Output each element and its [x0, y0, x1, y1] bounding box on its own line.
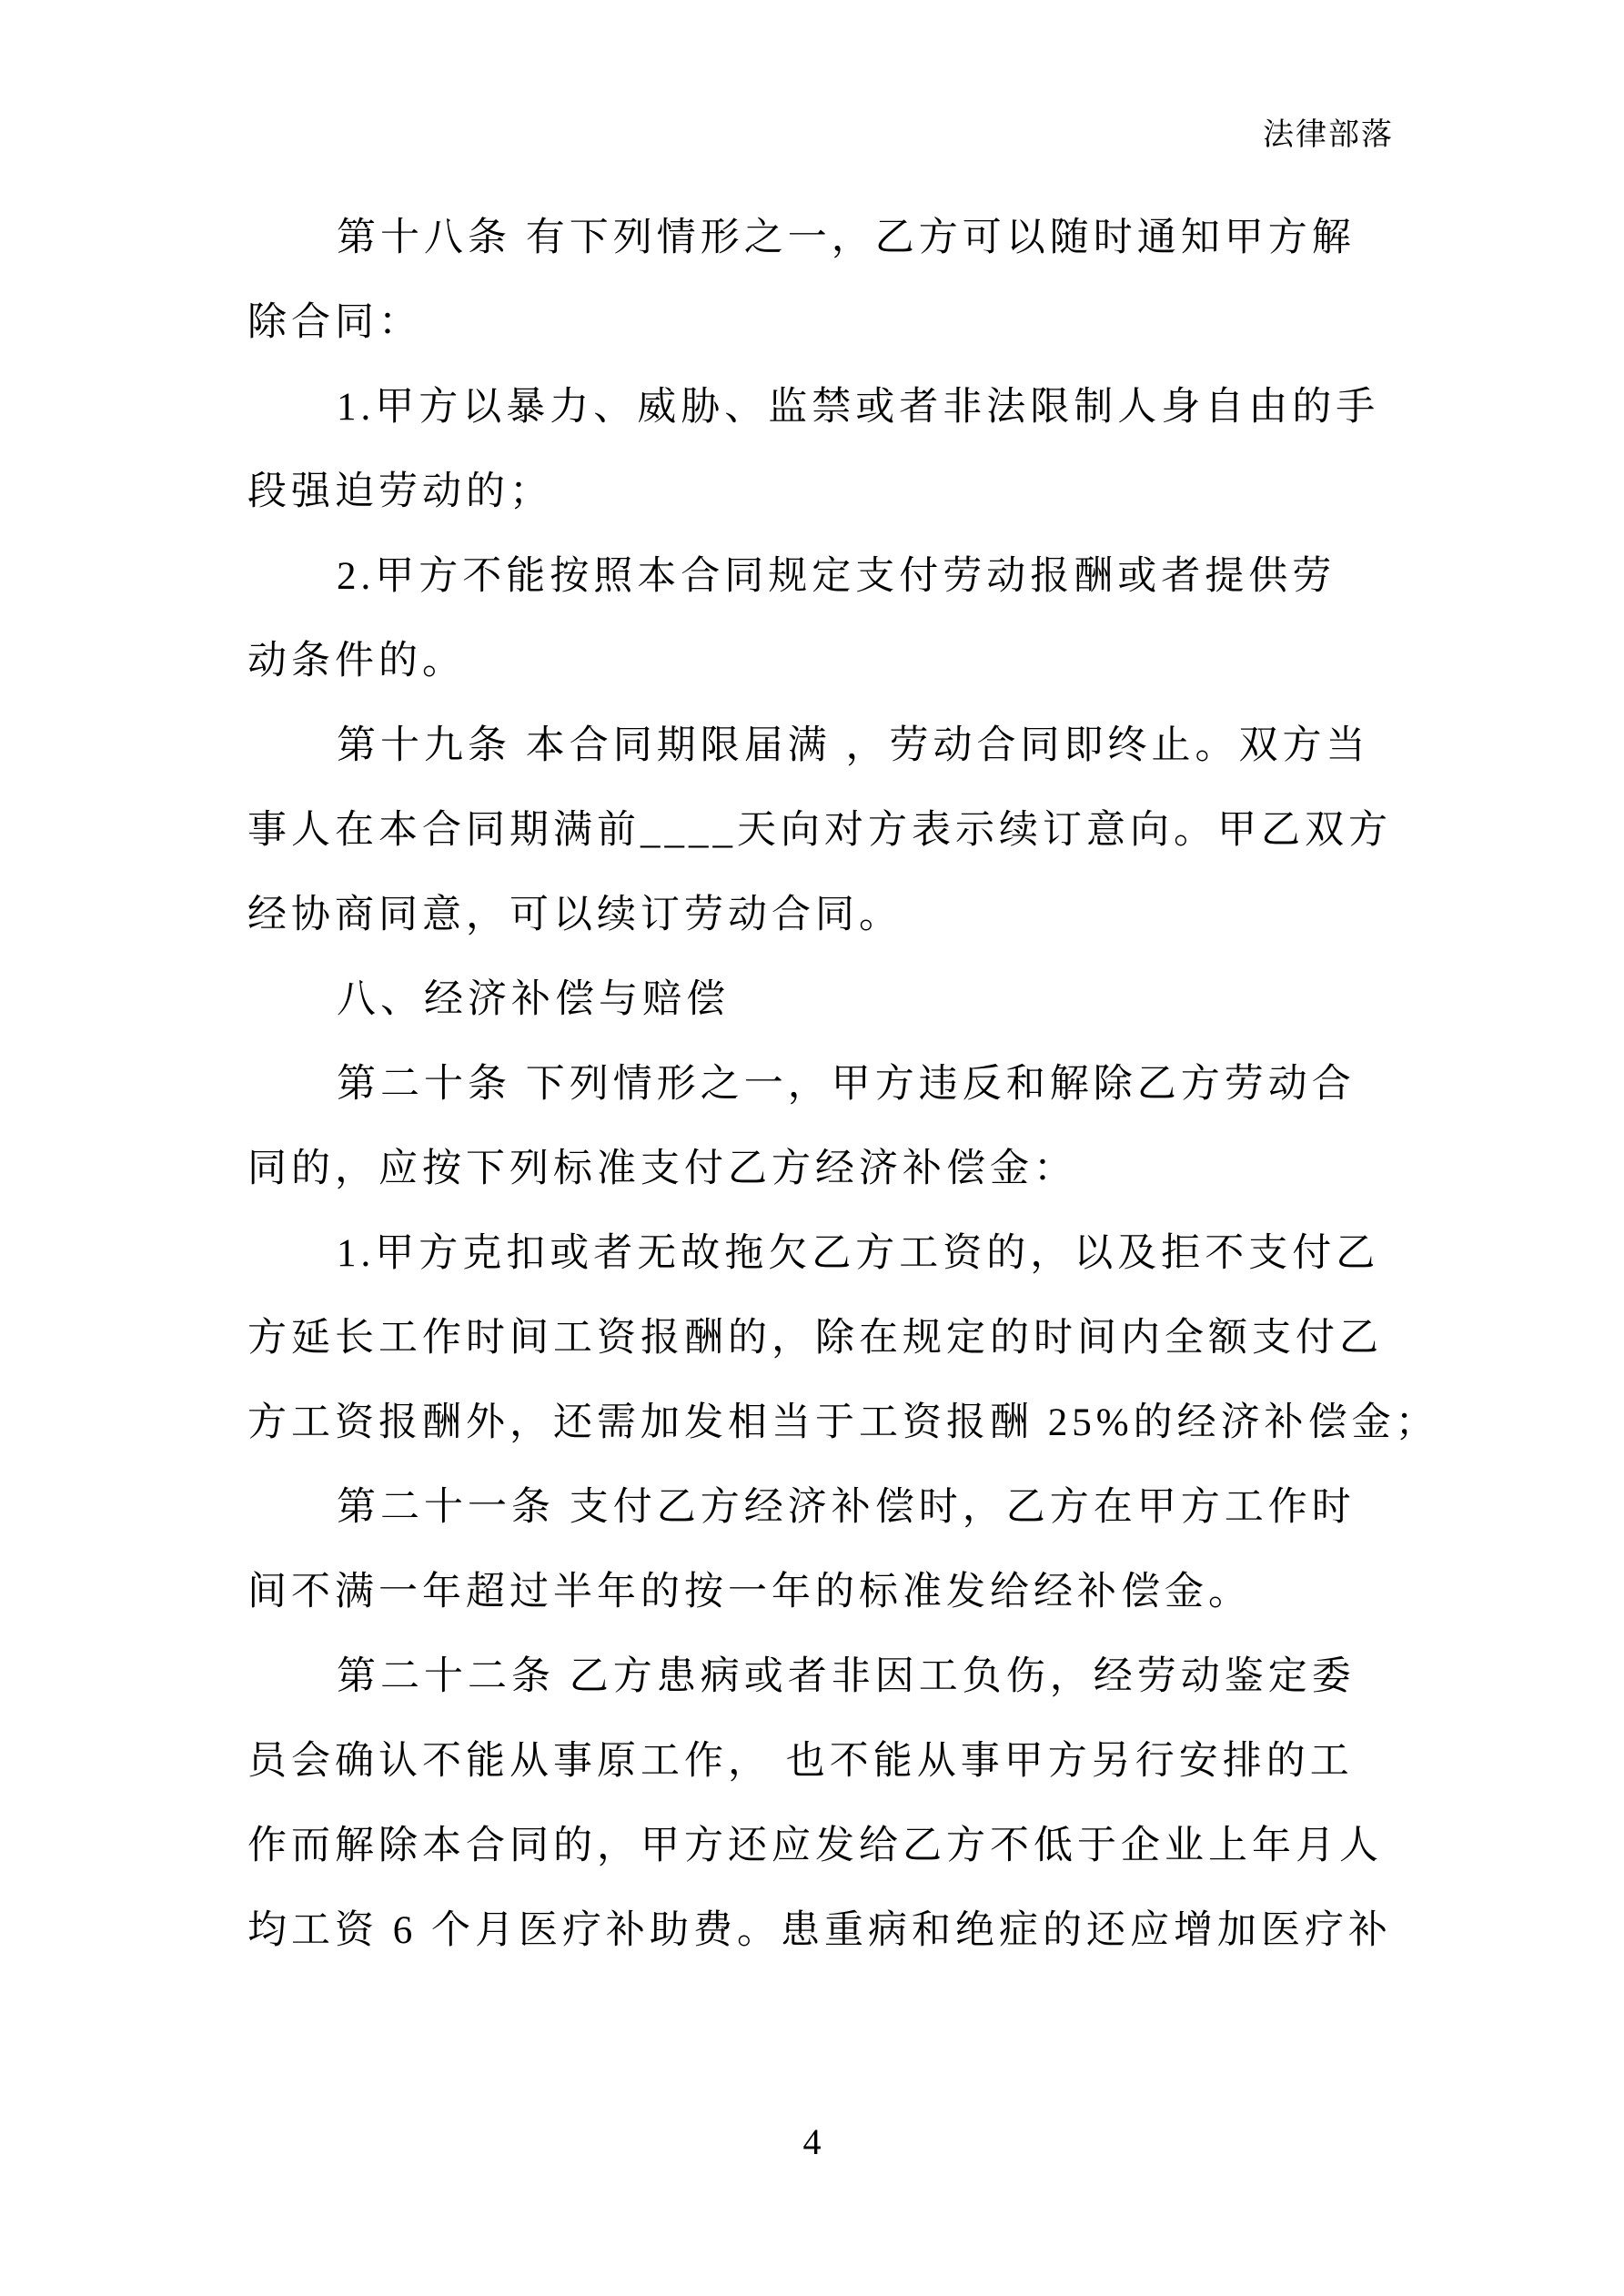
paragraph-clause-22 [247, 1634, 1412, 1973]
paragraph-line: 作而解除本合同的，甲方还应发给乙方不低于企业上年月人 [247, 1825, 1383, 1867]
paragraph-clause-20-item-1 [247, 1211, 1439, 1465]
paragraph-line: 第二十二条 乙方患病或者非因工负伤，经劳动鉴定委 [337, 1655, 1356, 1698]
paragraph-line: 间不满一年超过半年的按一年的标准发给经补偿金。 [247, 1571, 1252, 1613]
paragraph-clause-18-item-2 [247, 534, 1412, 703]
paragraph-line: 第二十一条 支付乙方经济补偿时，乙方在甲方工作时 [337, 1486, 1356, 1529]
paragraph-line: 第十九条 本合同期限届满 ，劳动合同即终止。双方当 [337, 724, 1370, 767]
paragraph-line: 第十八条 有下列情形之一，乙方可以随时通知甲方解 [337, 217, 1356, 259]
paragraph-clause-19 [247, 703, 1412, 957]
document-body [247, 196, 1439, 1973]
paragraph-line: 方延长工作时间工资报酬的，除在规定的时间内全额支付乙 [247, 1317, 1383, 1360]
paragraph-line: 2.甲方不能按照本合同规定支付劳动报酬或者提供劳 [337, 555, 1337, 598]
section-heading-8 [247, 957, 1412, 1042]
page-number: 4 [802, 2121, 822, 2162]
paragraph-line: 方工资报酬外，还需加发相当于工资报酬 25%的经济补偿金； [247, 1401, 1439, 1444]
paragraph-clause-18-item-1 [247, 365, 1412, 534]
paragraph-line: 同的，应按下列标准支付乙方经济补偿金： [247, 1148, 1077, 1190]
paragraph-line: 段强迫劳动的； [247, 470, 553, 513]
paragraph-line: 经协商同意，可以续订劳动合同。 [247, 894, 903, 936]
paragraph-line: 第二十条 下列情形之一，甲方违反和解除乙方劳动合 [337, 1063, 1356, 1106]
paragraph-clause-21 [247, 1465, 1412, 1634]
page-header-brand: 法律部落 [1263, 118, 1394, 152]
paragraph-line: 员会确认不能从事原工作， 也不能从事甲方另行安排的工 [247, 1740, 1354, 1783]
paragraph-clause-18 [247, 196, 1412, 365]
paragraph-line: 1.甲方克扣或者无故拖欠乙方工资的，以及拒不支付乙 [337, 1232, 1380, 1275]
section-heading-line: 八、经济补偿与赔偿 [337, 978, 730, 1021]
paragraph-line: 1.甲方以暴力、威胁、监禁或者非法限制人身自由的手 [337, 386, 1380, 429]
paragraph-clause-20 [247, 1042, 1412, 1211]
paragraph-line-with-blank: 事人在本合同期满前____天向对方表示续订意向。甲乙双方 [247, 809, 1392, 852]
paragraph-line: 均工资 6 个月医疗补助费。患重病和绝症的还应增加医疗补 [247, 1909, 1392, 1952]
paragraph-line: 动条件的。 [247, 640, 466, 683]
paragraph-line: 除合同： [247, 301, 422, 344]
